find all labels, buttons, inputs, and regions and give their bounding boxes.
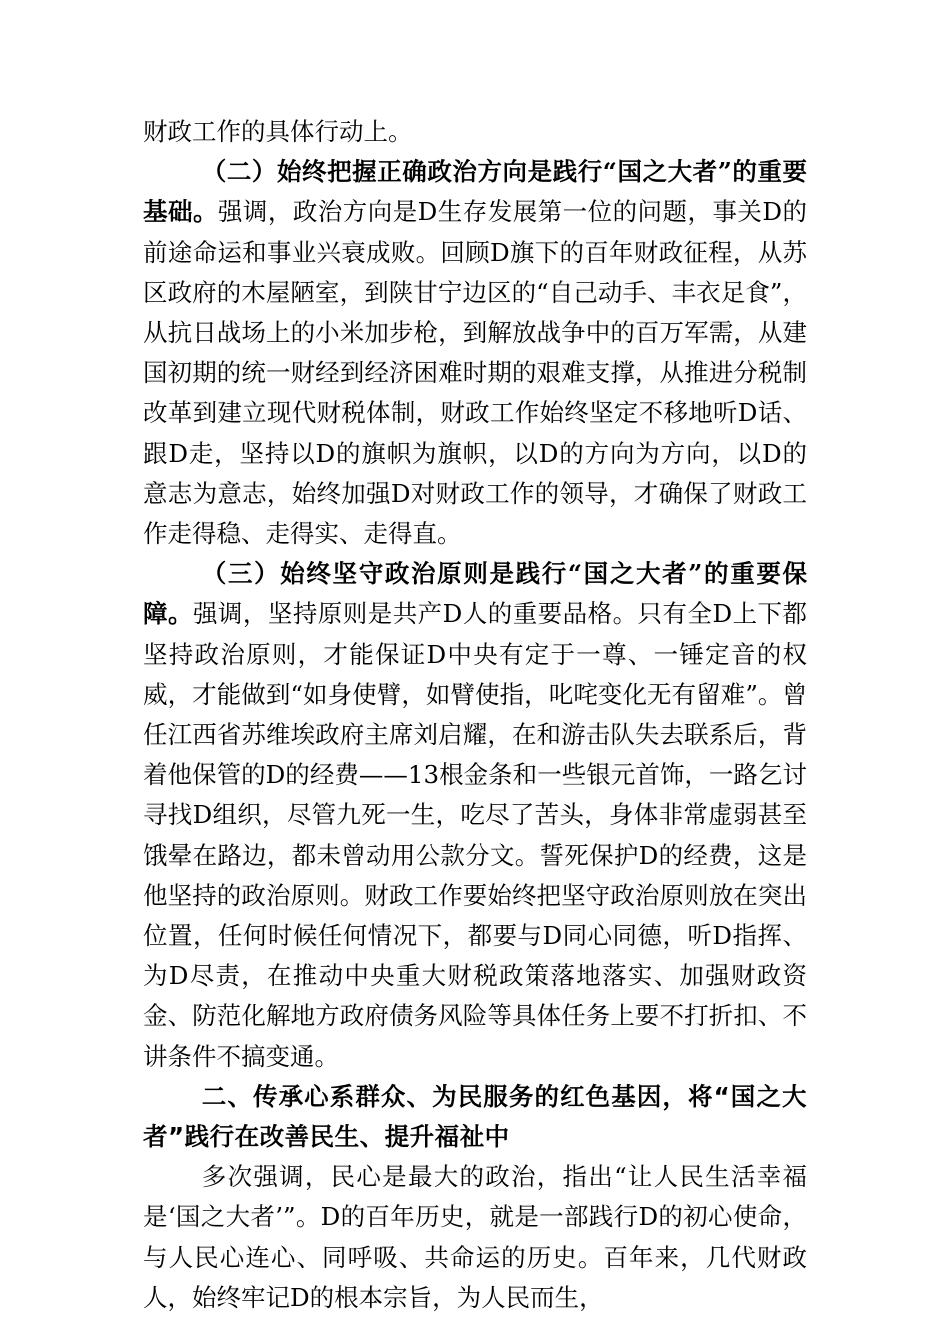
section-heading: 二、传承心系群众、为民服务的红色基因，将“国之大者”践行在改善民生、提升福祉中 (143, 1081, 807, 1152)
paragraph-body: 强调，政治方向是D生存发展第一位的问题，事关D的前途命运和事业兴衰成败。回顾D旗下的百年财政征程，从苏区政府的木屋陋室，到陕甘宁边区的“自己动手、丰衣足食”，从抗日战场上的小米加步枪，到解放战争中的百万军需，从建国初期的统一财经到经济困难时期的艰难支撑，从推进分税制改革到建立现代财税体制，财政工作始终坚定不移地听D话、跟D走，坚持以D的旗帜为旗帜，以D的方向为方向，以D的意志为意志，始终加强D对财政工作的领导，才确保了财政工作走得稳、走得实、走得直。 (143, 197, 808, 549)
paragraph-continuation (143, 112, 807, 152)
document-page (143, 112, 807, 1318)
paragraph-body: 多次强调，民心是最大的政治，指出“让人民生活幸福是‘国之大者’”。D的百年历史，就是一部践行D的初心使命，与人民心连心、同呼吸、共命运的历史。百年来，几代财政人，始终牢记D的根本宗旨，为人民而生， (143, 1162, 807, 1312)
paragraph-political-principle (143, 554, 807, 1077)
paragraph-lead-sentence: （三）始终坚守政治原则是践行“国之大者”的重要保障。 (143, 559, 807, 629)
paragraph-lead-sentence: （二）始终把握正确政治方向是践行“国之大者”的重要基础。 (143, 157, 807, 227)
paragraph-body: 财政工作的具体行动上。 (143, 117, 413, 146)
paragraph-political-direction (143, 152, 807, 554)
paragraph-people-livelihood (143, 1157, 807, 1318)
paragraph-body: 强调，坚持原则是共产D人的重要品格。只有全D上下都坚持政治原则，才能保证D中央有定于一尊、一锤定音的权威，才能做到“如身使臂，如臂使指，叱咤变化无有留难”。曾任江西省苏维埃政府主席刘启耀，在和游击队失去联系后，背着他保管的D的经费——13根金条和一些银元首饰，一路乞讨寻找D组织，尽管九死一生，吃尽了苦头，身体非常虚弱甚至饿晕在路边，都未曾动用公款分文。誓死保护D的经费，这是他坚持的政治原则。财政工作要始终把坚守政治原则放在突出位置，任何时候任何情况下，都要与D同心同德，听D指挥、为D尽责，在推动中央重大财税政策落地落实、加强财政资金、防范化解地方政府债务风险等具体任务上要不打折扣、不讲条件不搞变通。 (143, 599, 808, 1071)
